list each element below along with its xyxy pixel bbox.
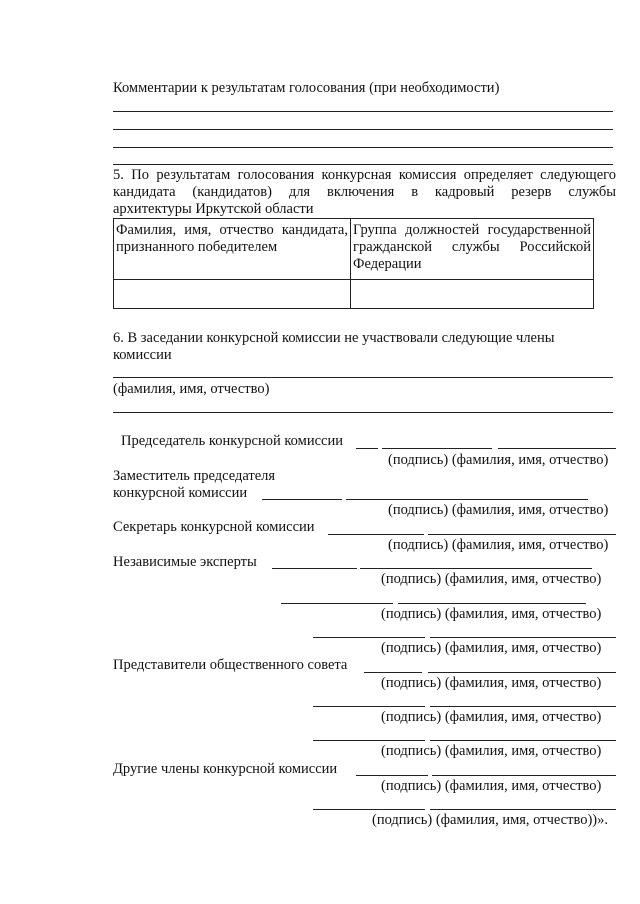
- table-header-group: Группа должностей государственной гражданской службы Российской Федерации: [351, 219, 594, 280]
- deputy-label-line2: конкурсной комиссии: [113, 485, 248, 501]
- table-row: [114, 219, 594, 280]
- signature-line: [360, 568, 592, 569]
- table-cell-group[interactable]: [351, 280, 594, 309]
- table-row: [114, 280, 594, 309]
- signature-hint: (подпись) (фамилия, имя, отчество): [381, 743, 602, 759]
- table-header-candidate: Фамилия, имя, отчество кандидата, признанного победителем: [114, 219, 351, 280]
- section5-line3: архитектуры Иркутской области: [113, 201, 314, 217]
- absent-members-line: [113, 377, 613, 378]
- chairman-label: Председатель конкурсной комиссии: [121, 433, 343, 449]
- signature-hint: (подпись) (фамилия, имя, отчество): [381, 640, 602, 656]
- comment-line: [113, 164, 613, 165]
- signature-line: [382, 448, 492, 449]
- signature-line: [428, 672, 616, 673]
- signature-line: [430, 706, 616, 707]
- signature-line: [313, 809, 425, 810]
- signature-line: [398, 603, 586, 604]
- deputy-label-line1: Заместитель председателя: [113, 468, 276, 484]
- signature-line: [281, 603, 393, 604]
- signature-line: [430, 740, 616, 741]
- signature-line: [364, 672, 422, 673]
- signature-line: [356, 448, 378, 449]
- signature-line: [313, 706, 425, 707]
- signature-hint-final: (подпись) (фамилия, имя, отчество))».: [372, 812, 608, 828]
- signature-line: [432, 775, 616, 776]
- section6-line2: комиссии: [113, 347, 172, 363]
- comment-line: [113, 129, 613, 130]
- section5-line1: 5. По результатам голосования конкурсная комиссия определяет следующего: [113, 167, 616, 183]
- signature-line: [262, 499, 342, 500]
- absent-members-line: [113, 412, 613, 413]
- comment-line: [113, 147, 613, 148]
- signature-line: [313, 740, 425, 741]
- signature-hint: (подпись) (фамилия, имя, отчество): [388, 537, 609, 553]
- signature-line: [430, 637, 616, 638]
- signature-hint: (подпись) (фамилия, имя, отчество): [381, 571, 602, 587]
- section6-line1: 6. В заседании конкурсной комиссии не участвовали следующие члены: [113, 330, 555, 346]
- signature-line: [356, 775, 428, 776]
- signature-line: [428, 534, 616, 535]
- signature-hint: (подпись) (фамилия, имя, отчество): [381, 778, 602, 794]
- signature-line: [498, 448, 616, 449]
- signature-hint: (подпись) (фамилия, имя, отчество): [388, 502, 609, 518]
- signature-line: [346, 499, 588, 500]
- other-members-label: Другие члены конкурсной комиссии: [113, 761, 338, 777]
- comments-label: Комментарии к результатам голосования (при необходимости): [113, 80, 500, 96]
- secretary-label: Секретарь конкурсной комиссии: [113, 519, 315, 535]
- public-council-label: Представители общественного совета: [113, 657, 348, 673]
- signature-line: [272, 568, 357, 569]
- experts-label: Независимые эксперты: [113, 554, 257, 570]
- section6-fio-hint: (фамилия, имя, отчество): [113, 381, 270, 397]
- signature-hint: (подпись) (фамилия, имя, отчество): [381, 709, 602, 725]
- table-cell-candidate[interactable]: [114, 280, 351, 309]
- signature-hint: (подпись) (фамилия, имя, отчество): [388, 452, 609, 468]
- signature-line: [328, 534, 424, 535]
- section5-line2: кандидата (кандидатов) для включения в кадровый резерв службы: [113, 184, 616, 200]
- comment-line: [113, 111, 613, 112]
- signature-line: [430, 809, 616, 810]
- signature-hint: (подпись) (фамилия, имя, отчество): [381, 675, 602, 691]
- candidate-table: [113, 218, 594, 309]
- signature-hint: (подпись) (фамилия, имя, отчество): [381, 606, 602, 622]
- signature-line: [313, 637, 425, 638]
